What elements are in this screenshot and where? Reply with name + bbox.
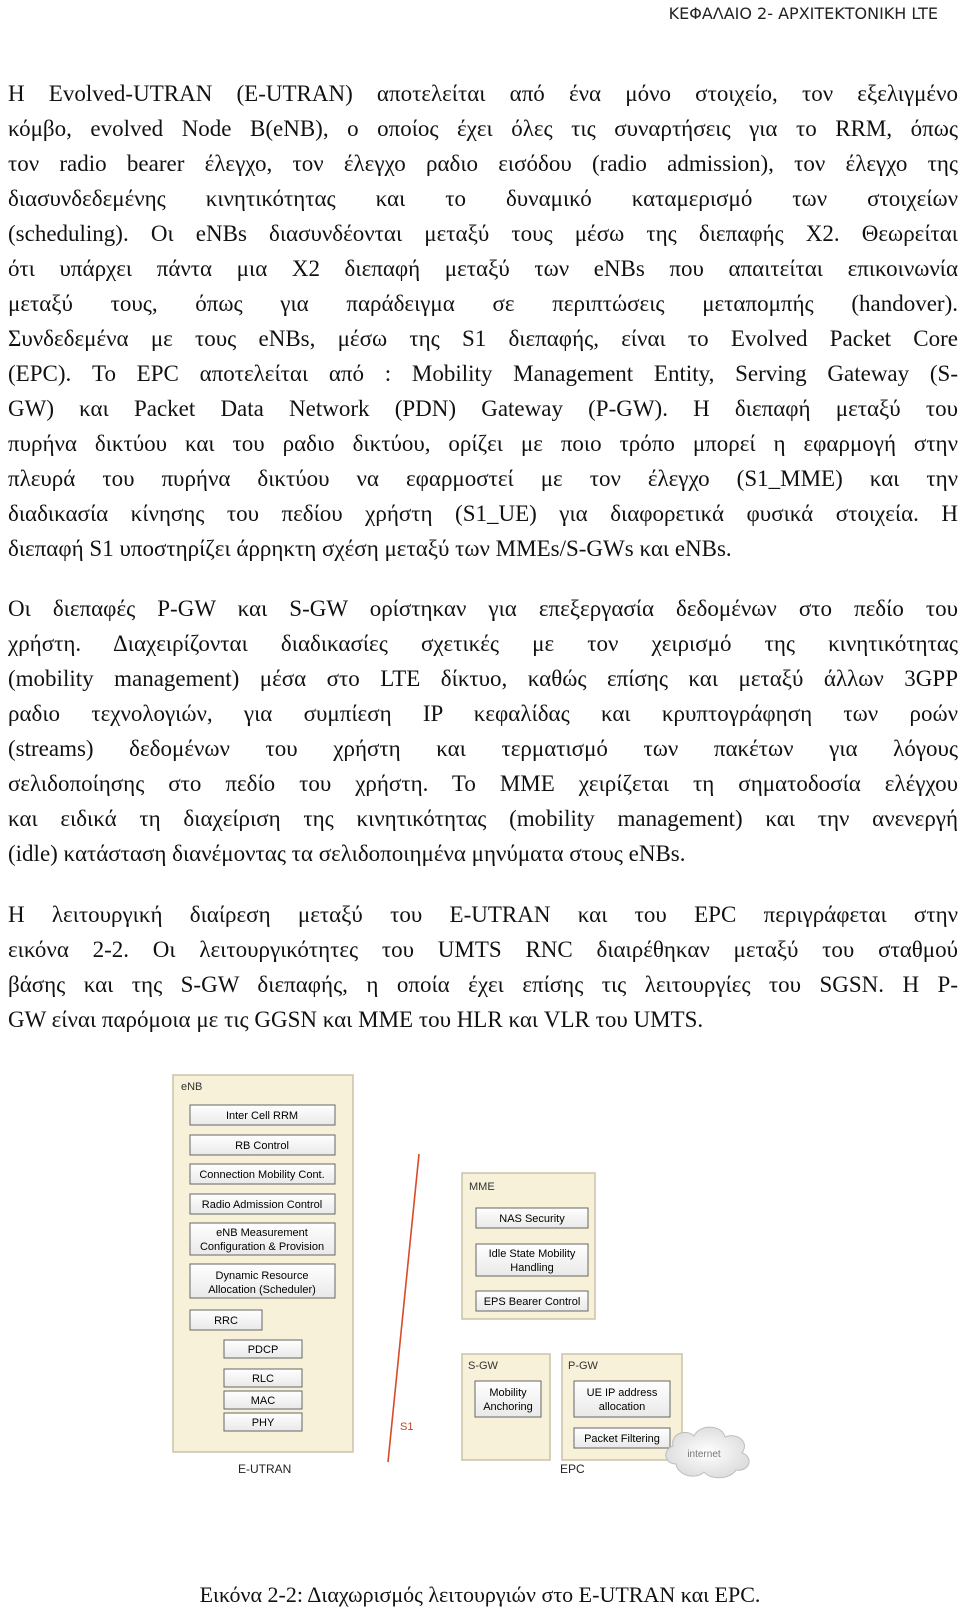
handling-label: Handling [510, 1262, 554, 1274]
mac-label: MAC [250, 1395, 276, 1407]
allocation-label: allocation [598, 1401, 646, 1413]
text-line: Οι διεπαφές P-GW και S-GW ορίστηκαν για επεξεργασία δεδομένων στο πεδίο του [8, 596, 958, 621]
text-line: Η Evolved-UTRAN (E-UTRAN) αποτελείται από ένα μόνο στοιχείο, τον εξελιγμένο [8, 81, 958, 106]
eutran-label: E-UTRAN [238, 1462, 292, 1476]
text-line: Συνδεδεμένα με τους eNBs, μέσω της S1 διεπαφής, είναι το Evolved Packet Core [8, 326, 958, 351]
text-line: κόμβο, evolved Node B(eNB), ο οποίος έχει όλες τις συναρτήσεις για το RRM, όπως [8, 116, 958, 141]
figure-caption: Εικόνα 2-2: Διαχωρισμός λειτουργιών στο E-UTRAN και EPC. [199, 1582, 761, 1607]
text-line: ότι υπάρχει πάντα μια X2 διεπαφή μεταξύ των eNBs που απαιτείται επικοινωνία [8, 256, 958, 281]
text-line: διαδικασία κίνησης του πεδίου χρήστη (S1_UE) για διαφορετικά φυσικά στοιχεία. Η [8, 501, 958, 526]
internet-label: internet [687, 1449, 721, 1460]
pdcp-label: PDCP [247, 1344, 279, 1356]
mme-title: MME [469, 1181, 495, 1193]
text-line: μεταξύ τους, όπως για παράδειγμα σε περιπτώσεις μεταπομπής (handover). [8, 291, 958, 316]
text-line: χρήστη. Διαχειρίζονται διαδικασίες σχετικές με τον χειρισμό της κινητικότητας [8, 631, 958, 656]
dynamic-resource-label: Dynamic Resource [215, 1270, 309, 1282]
enb-measurement-label: eNB Measurement [216, 1227, 308, 1239]
text-line: GW) και Packet Data Network (PDN) Gateway (P-GW). Η διεπαφή μεταξύ του [8, 396, 958, 421]
epc-label: EPC [560, 1462, 585, 1476]
text-line: (EPC). Το EPC αποτελείται από : Mobility Management Entity, Serving Gateway (S- [8, 361, 958, 386]
text-line: (scheduling). Οι eNBs διασυνδέονται μεταξύ τους μέσω της διεπαφής X2. Θεωρείται [8, 221, 958, 246]
idle-state-mobility-label: Idle State Mobility [488, 1248, 576, 1260]
rlc-label: RLC [251, 1373, 275, 1385]
sgw-title: S-GW [468, 1360, 498, 1372]
s1-label: S1 [400, 1421, 414, 1433]
text-line: Η λειτουργική διαίρεση μεταξύ του E-UTRAN και του EPC περιγράφεται στην [8, 902, 958, 927]
nas-security-label: NAS Security [499, 1213, 565, 1225]
text-line: (idle) κατάσταση διανέμοντας τα σελιδοποιημένα μηνύματα στους eNBs. [8, 841, 686, 866]
text-line: διεπαφή S1 υποστηρίζει άρρηκτη σχέση μεταξύ των MMEs/S-GWs και eNBs. [8, 536, 732, 561]
text-line: (streams) δεδομένων του χρήστη και τερματισμό των πακέτων για λόγους [8, 736, 958, 761]
scheduler-label: Allocation (Scheduler) [208, 1284, 316, 1296]
text-line: διασυνδεδεμένης κινητικότητας και το δυναμικό καταμερισμό των στοιχείων [8, 186, 958, 211]
page-header: ΚΕΦΑΛΑΙΟ 2- ΑΡΧΙΤΕΚΤΟΝΙΚΗ LTE [668, 4, 938, 23]
mobility-label: Mobility [489, 1387, 527, 1399]
text-line: βάσης και της S-GW διεπαφής, η οποία έχει επίσης τις λειτουργίες του SGSN. Η P- [8, 972, 958, 997]
text-line: και ειδικά τη διαχείριση της κινητικότητας (mobility management) και την ανενεργή [8, 806, 958, 831]
architecture-figure [170, 1072, 770, 1507]
inter-cell-rrm-label: Inter Cell RRM [225, 1110, 299, 1122]
eps-bearer-control-label: EPS Bearer Control [483, 1296, 581, 1308]
configuration-provision-label: Configuration & Provision [199, 1241, 325, 1253]
text-line: (mobility management) μέσα στο LTE δίκτυο, καθώς επίσης και μεταξύ άλλων 3GPP [8, 666, 958, 691]
packet-filtering-label: Packet Filtering [584, 1433, 660, 1445]
text-line: GW είναι παρόμοια με τις GGSN και MME του HLR και VLR του UMTS. [8, 1007, 704, 1032]
ue-ip-address-label: UE IP address [586, 1387, 658, 1399]
text-line: πλευρά του πυρήνα δικτύου να εφαρμοστεί με τον έλεγχο (S1_MME) και την [8, 466, 958, 491]
connection-mobility-label: Connection Mobility Cont. [199, 1169, 325, 1181]
text-line: εικόνα 2-2. Οι λειτουργικότητες του UMTS RNC διαιρέθηκαν μεταξύ του σταθμού [8, 937, 958, 962]
enb-title: eNB [181, 1081, 203, 1093]
anchoring-label: Anchoring [483, 1401, 533, 1413]
paragraph-3 [8, 897, 958, 1037]
text-line: ραδιο τεχνολογιών, για συμπίεση IP κεφαλίδας και κρυπτογράφηση των ροών [8, 701, 958, 726]
phy-label: PHY [251, 1417, 275, 1429]
paragraph-2 [8, 591, 958, 871]
rb-control-label: RB Control [235, 1140, 289, 1152]
pgw-title: P-GW [568, 1360, 598, 1372]
paragraph-1 [8, 76, 958, 566]
s1-interface-line [388, 1154, 419, 1462]
text-line: τον radio bearer έλεγχο, τον έλεγχο ραδιο εισόδου (radio admission), τον έλεγχο της [8, 151, 958, 176]
rrc-label: RRC [214, 1315, 238, 1327]
radio-admission-label: Radio Admission Control [201, 1199, 323, 1211]
text-line: σελιδοποίησης στο πεδίο του χρήστη. Το MME χειρίζεται τη σηματοδοσία ελέγχου [8, 771, 958, 796]
text-line: πυρήνα δικτύου και του ραδιο δικτύου, ορίζει με ποιο τρόπο μπορεί η εφαρμογή στην [8, 431, 958, 456]
